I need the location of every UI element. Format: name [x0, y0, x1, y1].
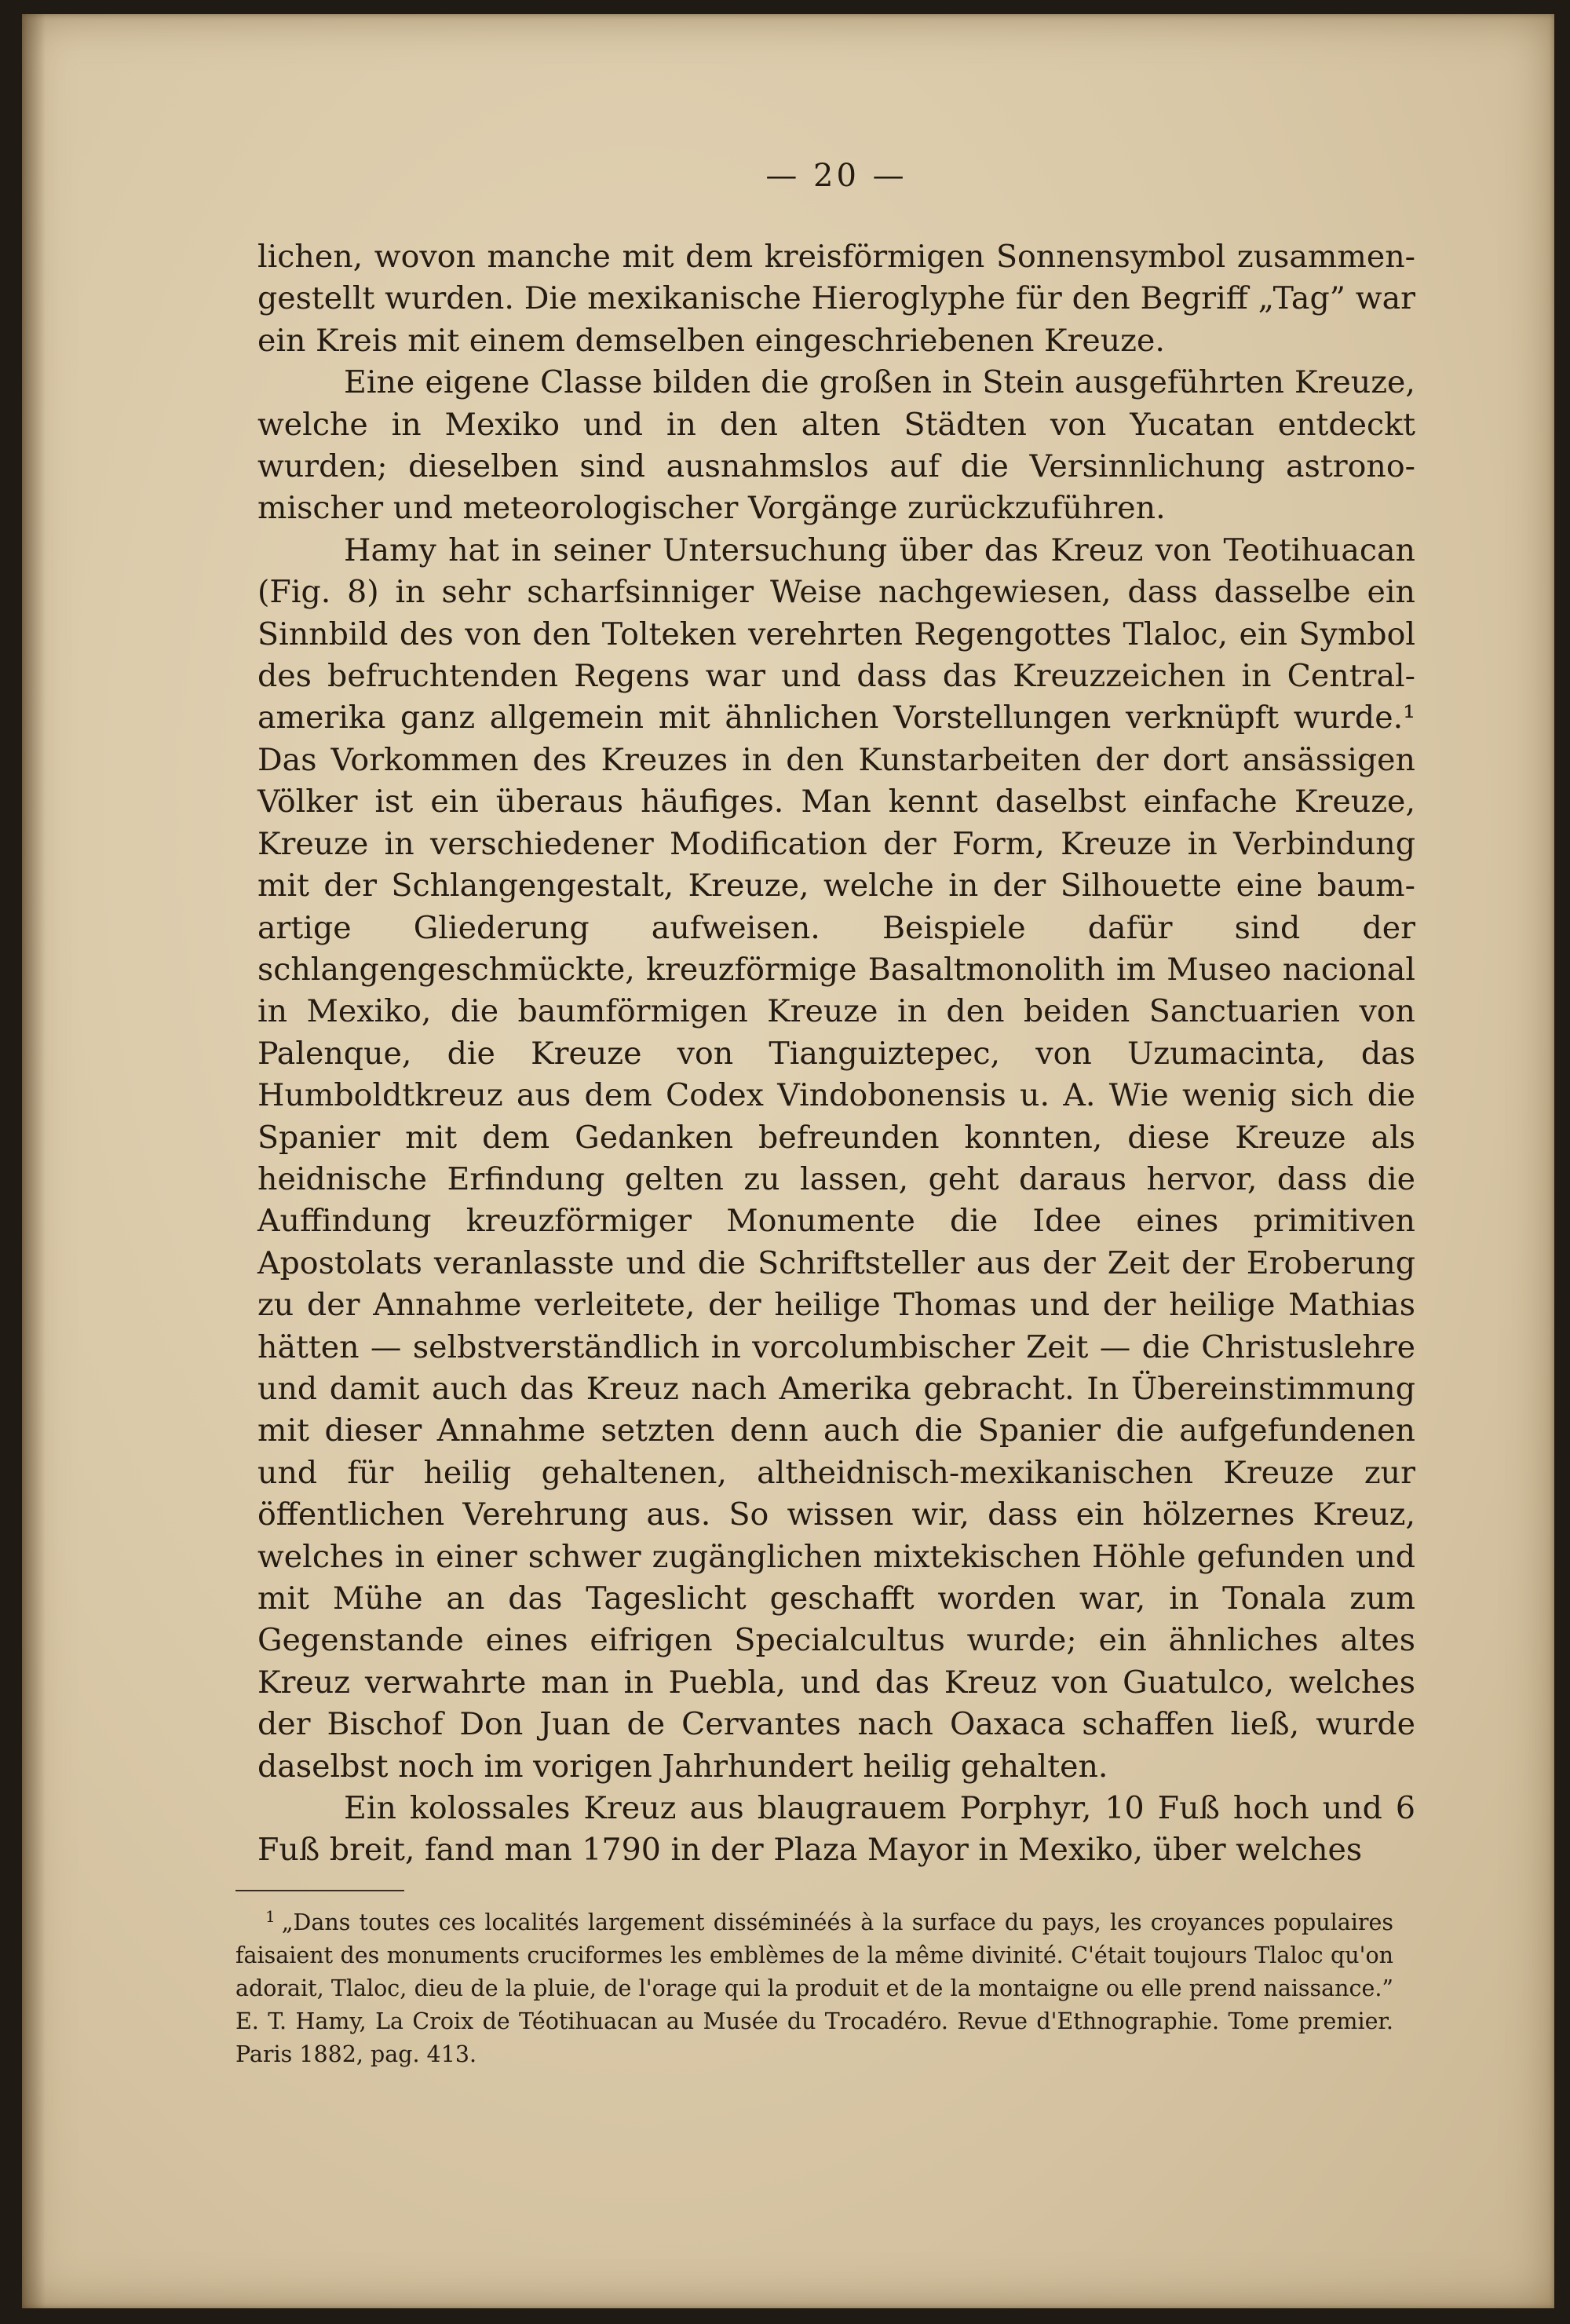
footnote-marker: 1	[265, 1907, 276, 1926]
footnote-1	[236, 1900, 1393, 2071]
paragraph-hamy-teotihuacan: Hamy hat in seiner Untersuchung über das Kreuz von Teotihuacan (Fig. 8) in sehr scharfsinniger Weise nachgewiesen, dass dasselbe ein Sinnbild des von den Tolteken verehrten Regengottes Tlaloc, ein Symbol des befruchtenden Regens war und dass das Kreuzzeichen in Centralamerika ganz allgemein mit ähnlichen Vorstellungen verknüpft wurde.¹ Das Vorkommen des Kreuzes in den Kunstarbeiten der dort ansässigen Völker ist ein überaus häufiges. Man kennt daselbst einfache Kreuze, Kreuze in verschiedener Modification der Form, Kreuze in Verbindung mit der Schlangengestalt, Kreuze, welche in der Silhouette eine baumartige Gliederung aufweisen. Beispiele dafür sind der schlangengeschmückte, kreuzförmige Basaltmonolith im Museo nacional in Mexiko, die baumförmigen Kreuze in den beiden Sanctuarien von Palenque, die Kreuze von Tianguiztepec, von Uzumacinta, das Humboldtkreuz aus dem Codex Vindobonensis u. A. Wie wenig sich die Spanier mit dem Gedanken befreunden konnten, diese Kreuze als heidnische Erfindung gelten zu lassen, geht daraus hervor, dass die Auffindung kreuzförmiger Monumente die Idee eines primitiven Apostolats veranlasste und die Schriftsteller aus der Zeit der Eroberung zu der Annahme verleitete, der heilige Thomas und der heilige Mathias hätten — selbstverständlich in vorcolumbischer Zeit — die Christuslehre und damit auch das Kreuz nach Amerika gebracht. In Übereinstimmung mit dieser Annahme setzten denn auch die Spanier die aufgefundenen und für heilig gehaltenen, altheidnisch-mexikanischen Kreuze zur öffentlichen Verehrung aus. So wissen wir, dass ein hölzernes Kreuz, welches in einer schwer zugänglichen mixtekischen Höhle gefunden und mit Mühe an das Tageslicht geschafft worden war, in Tonala zum Gegenstande eines eifrigen Specialcultus wurde; ein ähnliches altes Kreuz verwahrte man in Puebla, und das Kreuz von Guatulco, welches der Bischof Don Juan de Cervantes nach Oaxaca schaffen ließ, wurde daselbst noch im vorigen Jahrhundert heilig gehalten.	[257, 532, 1415, 1785]
footnotes	[236, 1900, 1393, 2071]
paragraph-crosses-in-stone: Eine eigene Classe bilden die großen in Stein ausgeführten Kreuze, welche in Mexiko und in den alten Städten von Yucatan entdeckt wurden; dieselben sind ausnahmslos auf die Versinnlichung astronomischer und meteorologischer Vorgänge zurückzuführen.	[257, 364, 1415, 527]
page-spine-shadow	[22, 14, 46, 2308]
paragraph-continued: lichen, wovon manche mit dem kreisförmigen Sonnensymbol zusammengestellt wurden. Die mexikanische Hieroglyphe für den Begriff „Tag” war ein Kreis mit einem demselben eingeschriebenen Kreuze.	[257, 239, 1415, 359]
page-number: — 20 —	[765, 158, 907, 194]
paragraph-porphyry-cross: Ein kolossales Kreuz aus blaugrauem Porphyr, 10 Fuß hoch und 6 Fuß breit, fand man 1790 in der Plaza Mayor in Mexiko, über welches	[257, 1790, 1415, 1869]
footnote-rule	[236, 1890, 404, 1891]
footnote-text: „Dans toutes ces localités largement disséminéés à la surface du pays, les croyances populaires faisaient des monuments cruciformes les emblèmes de la même divinité. C'était toujours Tlaloc qu'on adorait, Tlaloc, dieu de la pluie, de l'orage qui la produit et de la montaigne ou elle prend naissance.” E. T. Hamy, La Croix de Téotihuacan au Musée du Trocadéro. Revue d'Ethnographie. Tome premier. Paris 1882, pag. 413.	[236, 1909, 1393, 2067]
body-text	[257, 236, 1415, 1872]
